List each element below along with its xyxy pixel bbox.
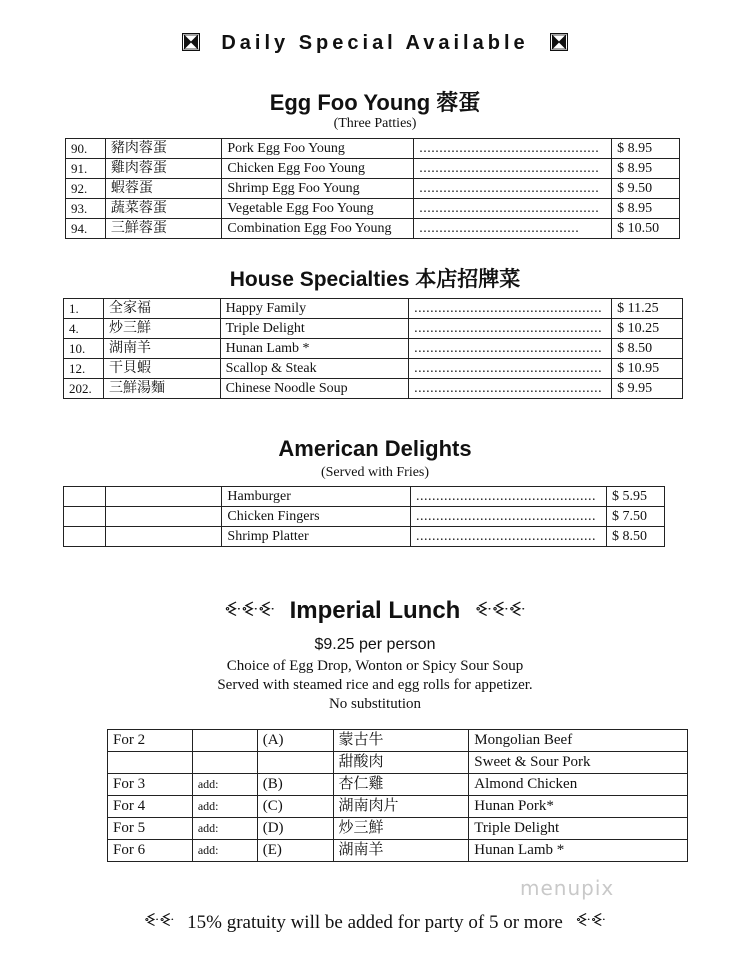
item-chinese-name: 雞肉蓉蛋	[105, 159, 222, 179]
dish-chinese-name: 甜酸肉	[333, 752, 469, 774]
item-price: $ 9.50	[612, 179, 680, 199]
dish-name: Hunan Pork*	[469, 796, 688, 818]
item-leader-dots: ...............................................	[409, 339, 612, 359]
item-number	[64, 507, 106, 527]
item-chinese-name: 全家福	[103, 299, 220, 319]
item-leader-dots: .............................................	[414, 159, 612, 179]
option-letter	[257, 752, 333, 774]
imperial-lunch-title: Imperial Lunch	[289, 597, 461, 624]
item-number: 202.	[64, 379, 104, 399]
item-number: 91.	[66, 159, 106, 179]
dish-chinese-name: 炒三鮮	[333, 818, 469, 840]
item-number: 92.	[66, 179, 106, 199]
house-specialty-row	[64, 359, 683, 379]
item-price: $ 8.95	[612, 139, 680, 159]
dish-chinese-name: 蒙古牛	[333, 730, 469, 752]
item-price: $ 10.25	[612, 319, 683, 339]
house-specialty-row	[64, 339, 683, 359]
item-name: Shrimp Platter	[222, 527, 411, 547]
item-chinese-name: 蔬菜蓉蛋	[105, 199, 222, 219]
american-delights-table	[63, 486, 665, 547]
party-size: For 5	[108, 818, 193, 840]
item-name: Chicken Egg Foo Young	[222, 159, 414, 179]
right-scroll-ornament: ꔾꔾ	[575, 910, 606, 930]
item-number	[64, 487, 106, 507]
item-name: Pork Egg Foo Young	[222, 139, 414, 159]
add-label	[192, 730, 257, 752]
egg-foo-young-table	[65, 138, 680, 239]
item-name: Scallop & Steak	[220, 359, 409, 379]
party-size: For 6	[108, 840, 193, 862]
house-specialty-row	[64, 319, 683, 339]
dish-chinese-name: 湖南肉片	[333, 796, 469, 818]
daily-special-banner	[0, 32, 750, 55]
add-label	[192, 752, 257, 774]
left-scroll-ornament: ꔾꔾ	[144, 910, 175, 930]
imperial-lunch-row	[108, 796, 688, 818]
item-price: $ 8.95	[612, 199, 680, 219]
item-chinese-name: 干貝蝦	[103, 359, 220, 379]
item-leader-dots: ...............................................	[409, 379, 612, 399]
left-scroll-ornament: ꔾꔾꔾ	[224, 599, 275, 621]
imperial-lunch-row	[108, 752, 688, 774]
item-chinese-name	[105, 527, 222, 547]
imperial-lunch-row	[108, 730, 688, 752]
item-number: 12.	[64, 359, 104, 379]
item-name: Chinese Noodle Soup	[220, 379, 409, 399]
dish-name: Almond Chicken	[469, 774, 688, 796]
item-chinese-name	[105, 507, 222, 527]
egg-foo-young-title: Egg Foo Young 蓉蛋	[269, 90, 481, 115]
item-price: $ 9.95	[612, 379, 683, 399]
item-number: 93.	[66, 199, 106, 219]
item-chinese-name: 三鮮蓉蛋	[105, 219, 222, 239]
party-size	[108, 752, 193, 774]
item-number: 4.	[64, 319, 104, 339]
item-leader-dots: .............................................	[414, 179, 612, 199]
dish-name: Mongolian Beef	[469, 730, 688, 752]
option-letter: (B)	[257, 774, 333, 796]
house-specialties-table	[63, 298, 683, 399]
party-size: For 4	[108, 796, 193, 818]
item-leader-dots: ...............................................	[409, 359, 612, 379]
house-specialty-row	[64, 299, 683, 319]
add-label: add:	[192, 840, 257, 862]
item-price: $ 8.50	[607, 527, 665, 547]
imperial-lunch-row	[108, 774, 688, 796]
daily-special-title: Daily Special Available	[221, 32, 529, 54]
option-letter: (C)	[257, 796, 333, 818]
right-scroll-ornament: ꔾꔾꔾ	[475, 599, 526, 621]
item-price: $ 10.95	[612, 359, 683, 379]
item-price: $ 10.50	[612, 219, 680, 239]
item-number: 10.	[64, 339, 104, 359]
house-specialties-title: House Specialties 本店招牌菜	[229, 268, 521, 291]
imperial-lunch-no-substitution: No substitution	[328, 696, 422, 712]
option-letter: (D)	[257, 818, 333, 840]
item-leader-dots: .............................................	[411, 527, 607, 547]
item-name: Shrimp Egg Foo Young	[222, 179, 414, 199]
item-price: $ 7.50	[607, 507, 665, 527]
option-letter: (A)	[257, 730, 333, 752]
imperial-lunch-soup-choice: Choice of Egg Drop, Wonton or Spicy Sour Soup	[226, 658, 524, 674]
dish-chinese-name: 杏仁雞	[333, 774, 469, 796]
imperial-lunch-price: $9.25 per person	[314, 636, 436, 653]
american-delights-subtitle: (Served with Fries)	[320, 465, 430, 480]
imperial-lunch-row	[108, 840, 688, 862]
item-number: 1.	[64, 299, 104, 319]
party-size: For 2	[108, 730, 193, 752]
item-chinese-name: 湖南羊	[103, 339, 220, 359]
imperial-lunch-heading	[0, 597, 750, 625]
item-name: Combination Egg Foo Young	[222, 219, 414, 239]
item-name: Hunan Lamb *	[220, 339, 409, 359]
option-letter: (E)	[257, 840, 333, 862]
american-delights-title: American Delights	[278, 436, 472, 461]
item-name: Happy Family	[220, 299, 409, 319]
egg-foo-young-subtitle: (Three Patties)	[333, 116, 417, 131]
bowtie-ornament-icon	[182, 33, 200, 51]
item-chinese-name: 炒三鮮	[103, 319, 220, 339]
party-size: For 3	[108, 774, 193, 796]
american-delight-row	[64, 487, 665, 507]
item-number	[64, 527, 106, 547]
item-price: $ 5.95	[607, 487, 665, 507]
egg-foo-young-row	[66, 159, 680, 179]
imperial-lunch-row	[108, 818, 688, 840]
item-leader-dots: .............................................	[414, 139, 612, 159]
item-chinese-name: 蝦蓉蛋	[105, 179, 222, 199]
item-price: $ 8.50	[612, 339, 683, 359]
item-leader-dots: .............................................	[411, 487, 607, 507]
bowtie-ornament-icon	[550, 33, 568, 51]
dish-name: Sweet & Sour Pork	[469, 752, 688, 774]
egg-foo-young-row	[66, 199, 680, 219]
item-leader-dots: ...............................................	[409, 299, 612, 319]
american-delight-row	[64, 527, 665, 547]
dish-name: Hunan Lamb *	[469, 840, 688, 862]
item-leader-dots: .............................................	[414, 199, 612, 219]
item-number: 94.	[66, 219, 106, 239]
add-label: add:	[192, 774, 257, 796]
item-name: Vegetable Egg Foo Young	[222, 199, 414, 219]
imperial-lunch-served-with: Served with steamed rice and egg rolls for appetizer.	[217, 677, 533, 693]
house-specialty-row	[64, 379, 683, 399]
american-delight-row	[64, 507, 665, 527]
item-leader-dots: .............................................	[411, 507, 607, 527]
imperial-lunch-table	[107, 729, 688, 862]
item-name: Chicken Fingers	[222, 507, 411, 527]
item-chinese-name: 三鮮湯麵	[103, 379, 220, 399]
egg-foo-young-row	[66, 179, 680, 199]
dish-chinese-name: 湖南羊	[333, 840, 469, 862]
item-price: $ 8.95	[612, 159, 680, 179]
item-chinese-name	[105, 487, 222, 507]
item-chinese-name: 豬肉蓉蛋	[105, 139, 222, 159]
add-label: add:	[192, 796, 257, 818]
dish-name: Triple Delight	[469, 818, 688, 840]
egg-foo-young-row	[66, 219, 680, 239]
item-leader-dots: ...............................................	[409, 319, 612, 339]
gratuity-text: 15% gratuity will be added for party of 5 or more	[187, 912, 563, 933]
gratuity-note	[0, 910, 750, 934]
item-number: 90.	[66, 139, 106, 159]
egg-foo-young-row	[66, 139, 680, 159]
item-price: $ 11.25	[612, 299, 683, 319]
add-label: add:	[192, 818, 257, 840]
item-name: Hamburger	[222, 487, 411, 507]
menupix-watermark: menupix	[520, 876, 615, 900]
item-leader-dots: ........................................	[414, 219, 612, 239]
item-name: Triple Delight	[220, 319, 409, 339]
